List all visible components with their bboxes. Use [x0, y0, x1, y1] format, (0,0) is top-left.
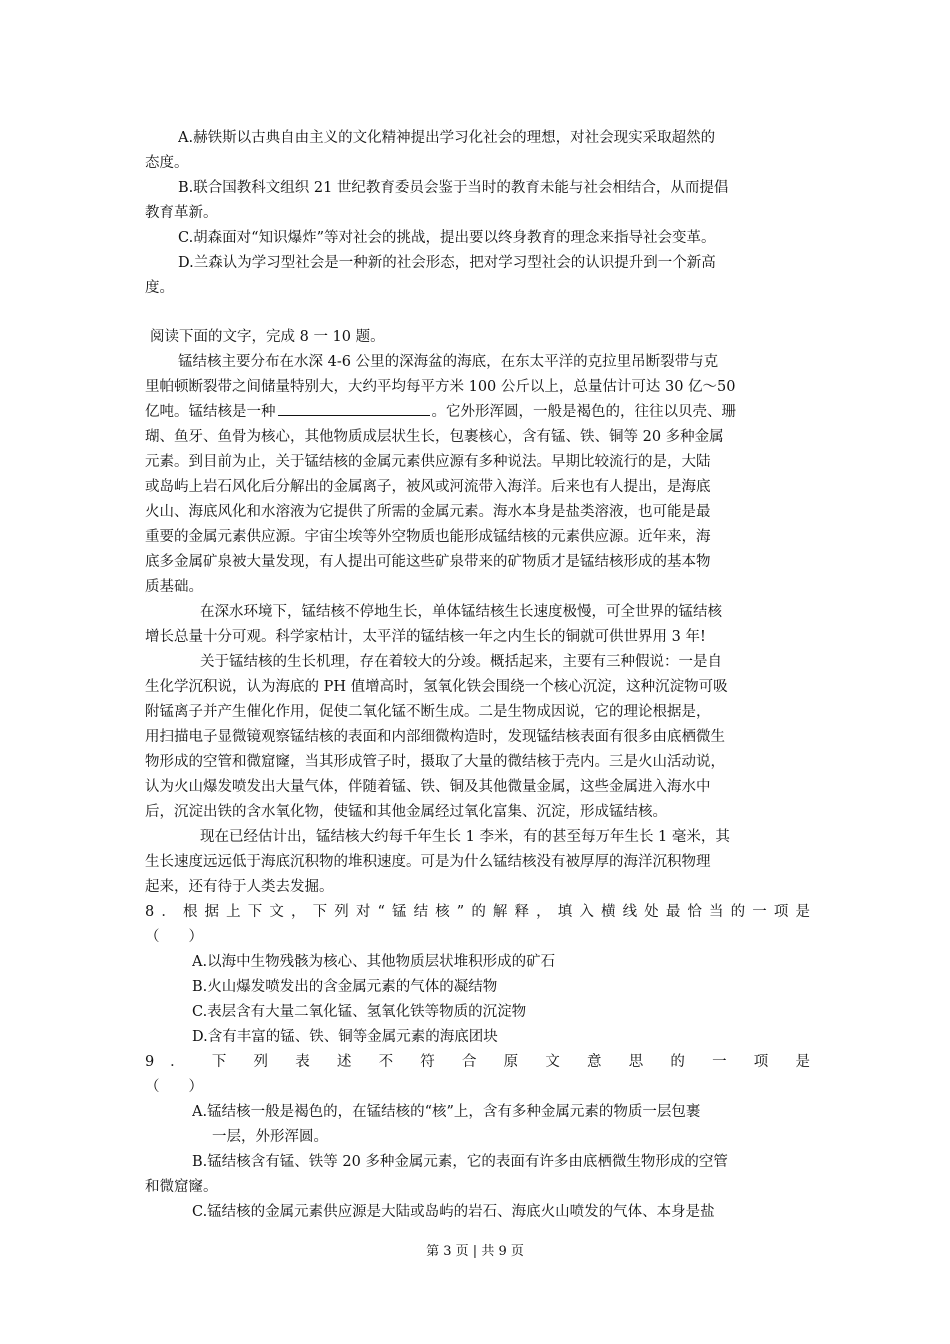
question-8-option-b: B.火山爆发喷发出的含金属元素的气体的凝结物: [192, 979, 498, 995]
question-8-option-d: D.含有丰富的锰、铁、铜等金属元素的海底团块: [192, 1029, 498, 1045]
passage-p1-line3-before-blank: 亿吨。锰结核是一种: [145, 404, 276, 420]
passage-p1-line1: 锰结核主要分布在水深 4-6 公里的深海盆的海底，在东太平洋的克拉里吊断裂带与克: [178, 354, 719, 370]
option-a-prev-line1: A.赫铁斯以古典自由主义的文化精神提出学习化社会的理想，对社会现实采取超然的: [178, 130, 716, 146]
question-9-option-c-line1: C.锰结核的金属元素供应源是大陆或岛屿的岩石、海底火山喷发的气体、本身是盐: [192, 1204, 715, 1220]
page-footer: 第 3 页 | 共 9 页: [426, 1244, 524, 1259]
question-9-option-b-line2: 和微窟窿。: [145, 1179, 218, 1195]
passage-p3-line1: 关于锰结核的生长机理，存在着较大的分竣。概括起来，主要有三种假说：一是自: [200, 654, 722, 670]
passage-p2-line2: 增长总量十分可观。科学家枯计，太平洋的锰结核一年之内生长的铜就可供世界用 3 年!: [145, 629, 706, 645]
passage-p3-line7: 后，沉淀出铁的含水氧化物，使锰和其他金属经过氧化富集、沉淀，形成锰结核。: [145, 804, 667, 820]
passage-p4-line2: 生长速度远远低于海底沉积物的堆积速度。可是为什么锰结核没有被厚厚的海洋沉积物理: [145, 854, 711, 870]
passage-p3-line3: 附锰离子并产生催化作用，促使二氧化锰不断生成。二是生物成因说，它的理论根据是，: [145, 704, 711, 720]
passage-p1-line7: 火山、海底风化和水溶液为它提供了所需的金属元素。海水本身是盐类溶液，也可能是最: [145, 504, 711, 520]
passage-p1-line3: [145, 400, 810, 425]
passage-p4-line3: 起来，还有待于人类去发掘。: [145, 879, 334, 895]
option-d-prev-line1: D.兰森认为学习型社会是一种新的社会形态，把对学习型社会的认识提升到一个新高: [178, 255, 716, 271]
passage-p1-line5: 元素。到目前为止，关于锰结核的金属元素供应源有多种说法。早期比较流行的是，大陆: [145, 454, 711, 470]
option-c-prev: C.胡森面对“知识爆炸”等对社会的挑战，提出要以终身教育的理念来指导社会变革。: [178, 230, 716, 246]
passage-p1-line2: 里帕顿断裂带之间储量特别大，大约平均每平方米 100 公斤以上，总量估计可达 30 亿～50: [145, 379, 736, 395]
option-b-prev-line1: B.联合国教科文组织 21 世纪教育委员会鉴于当时的教育未能与社会相结合，从而提倡: [178, 180, 729, 196]
passage-p1-line10: 质基础。: [145, 579, 203, 595]
question-8-answer-paren: （ ）: [145, 929, 203, 945]
passage-p3-line2: 生化学沉积说，认为海底的 PH 值增高时，氢氧化铁会围绕一个核心沉淀，这种沉淀物可吸: [145, 679, 728, 695]
question-9-option-a-line2: 一层，外形浑圆。: [212, 1129, 328, 1145]
passage-p3-line4: 用扫描电子显微镜观察锰结核的表面和内部细微构造时，发现锰结核表面有很多由底栖微生: [145, 729, 725, 745]
option-b-prev-line2: 教育革新。: [145, 205, 218, 221]
question-8-option-c: C.表层含有大量二氧化锰、氢氧化铁等物质的沉淀物: [192, 1004, 527, 1020]
passage-p1-line9: 底多金属矿泉被大量发现，有人提出可能这些矿泉带来的矿物质才是锰结核形成的基本物: [145, 554, 711, 570]
passage-p2-line1: 在深水环境下，锰结核不停地生长，单体锰结核生长速度极慢，可全世界的锰结核: [200, 604, 722, 620]
question-9-option-b-line1: B.锰结核含有锰、铁等 20 多种金属元素，它的表面有许多由底栖微生物形成的空管: [192, 1154, 728, 1170]
passage-p1-line4: 瑚、鱼牙、鱼骨为核心，其他物质成层状生长，包裹核心，含有锰、铁、铜等 20 多种金属: [145, 429, 724, 445]
option-a-prev-line2: 态度。: [145, 155, 189, 171]
passage-p3-line5: 物形成的空管和微窟窿，当其形成管子时，摄取了大量的微结核于壳内。三是火山活动说，: [145, 754, 725, 770]
fill-in-blank: [278, 401, 430, 416]
question-8-stem: 8．根据上下文，下列对“锰结核”的解释，填入横线处最恰当的一项是: [145, 904, 810, 920]
question-9-stem: 9 ． 下 列 表 述 不 符 合 原 文 意 思 的 一 项 是: [145, 1054, 810, 1070]
question-9-option-a-line1: A.锰结核一般是褐色的，在锰结核的“核”上，含有多种金属元素的物质一层包裹: [192, 1104, 701, 1120]
passage-p1-line3-after-blank: 。它外形浑圆，一般是褐色的，往往以贝壳、珊: [431, 404, 736, 420]
passage-p3-line6: 认为火山爆发喷发出大量气体，伴随着锰、铁、铜及其他微量金属，这些金属进入海水中: [145, 779, 711, 795]
question-8-option-a: A.以海中生物残骸为核心、其他物质层状堆积形成的矿石: [192, 954, 556, 970]
passage-p1-line6: 或岛屿上岩石风化后分解出的金属离子，被风或河流带入海洋。后来也有人提出，是海底: [145, 479, 711, 495]
question-9-answer-paren: （ ）: [145, 1079, 203, 1095]
option-d-prev-line2: 度。: [145, 280, 174, 296]
passage-p4-line1: 现在已经估计出，锰结核大约每千年生长 1 李米，有的甚至每万年生长 1 毫米，其: [200, 829, 730, 845]
passage-p1-line8: 重要的金属元素供应源。宇宙尘埃等外空物质也能形成锰结核的元素供应源。近年来，海: [145, 529, 711, 545]
reading-instruction: 阅读下面的文字，完成 8 一 10 题。: [150, 329, 385, 345]
